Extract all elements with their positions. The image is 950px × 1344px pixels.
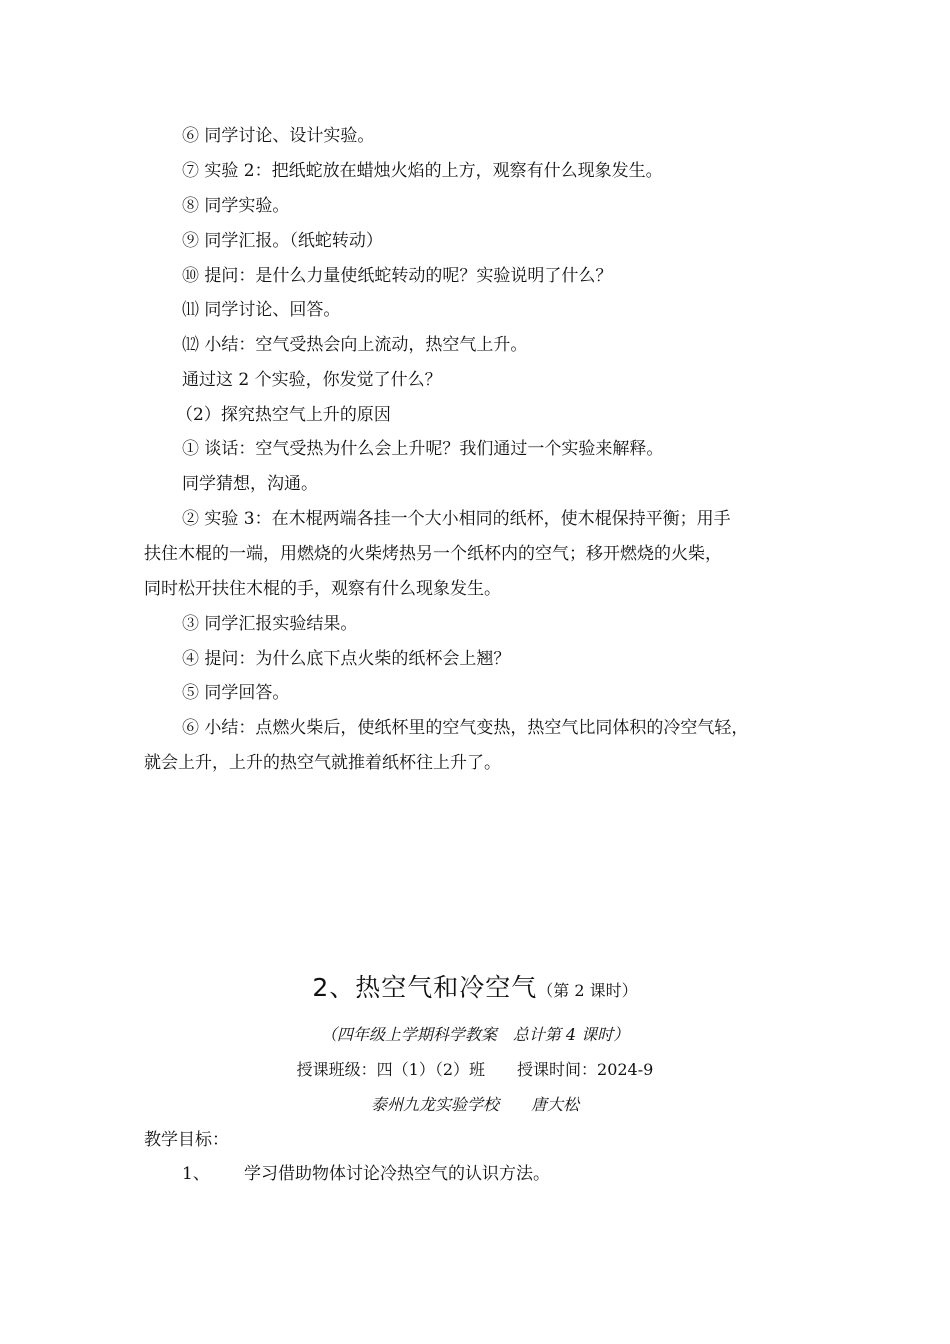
step-6-discuss: ⑥ 同学讨论、设计实验。 bbox=[182, 126, 375, 146]
course-info-line: （四年级上学期科学教案 总计第 4 课时） bbox=[320, 1025, 630, 1044]
goals-heading: 教学目标： bbox=[144, 1130, 229, 1150]
goal-text: 学习借助物体讨论冷热空气的认识方法。 bbox=[244, 1164, 550, 1184]
step-11-discuss-answer: ⑾ 同学讨论、回答。 bbox=[182, 300, 341, 320]
step-5-answer: ⑤ 同学回答。 bbox=[182, 683, 290, 703]
step-10-question: ⑩ 提问：是什么力量使纸蛇转动的呢？实验说明了什么？ bbox=[182, 266, 613, 286]
step-3-report-results: ③ 同学汇报实验结果。 bbox=[182, 614, 358, 634]
step-8-students-experiment: ⑧ 同学实验。 bbox=[182, 196, 290, 216]
lesson-title-note: （第 2 课时） bbox=[537, 981, 638, 1000]
step-1-talk: ① 谈话：空气受热为什么会上升呢？我们通过一个实验来解释。 bbox=[182, 439, 664, 459]
step-9-report: ⑨ 同学汇报。（纸蛇转动） bbox=[182, 231, 383, 251]
step-2-continued-2: 同时松开扶住木棍的手，观察有什么现象发生。 bbox=[144, 579, 501, 599]
step-6-summary-continued: 就会上升，上升的热空气就推着纸杯往上升了。 bbox=[144, 753, 501, 773]
step-7-experiment-2: ⑦ 实验 2：把纸蛇放在蜡烛火焰的上方，观察有什么现象发生。 bbox=[182, 161, 663, 181]
class-time-line: 授课班级：四（1）（2）班 授课时间：2024-9 bbox=[296, 1060, 654, 1079]
goal-number: 1、 bbox=[182, 1164, 210, 1184]
step-4-question: ④ 提问：为什么底下点火柴的纸杯会上翘？ bbox=[182, 649, 511, 669]
lesson-title-main: 2、热空气和冷空气 bbox=[312, 973, 538, 1002]
step-2-experiment-3: ② 实验 3：在木棍两端各挂一个大小相同的纸杯，使木棍保持平衡；用手 bbox=[182, 509, 731, 529]
section-heading-2: （2）探究热空气上升的原因 bbox=[176, 405, 391, 425]
reflection-question: 通过这 2 个实验，你发觉了什么？ bbox=[182, 370, 442, 390]
students-guess: 同学猜想，沟通。 bbox=[182, 474, 318, 494]
school-teacher-line: 泰州九龙实验学校 唐大松 bbox=[370, 1095, 579, 1114]
step-6-summary: ⑥ 小结：点燃火柴后，使纸杯里的空气变热，热空气比同体积的冷空气轻， bbox=[182, 718, 749, 738]
lesson-title bbox=[0, 968, 950, 1004]
step-2-continued-1: 扶住木棍的一端，用燃烧的火柴烤热另一个纸杯内的空气；移开燃烧的火柴， bbox=[144, 544, 722, 564]
step-12-summary: ⑿ 小结：空气受热会向上流动，热空气上升。 bbox=[182, 335, 528, 355]
